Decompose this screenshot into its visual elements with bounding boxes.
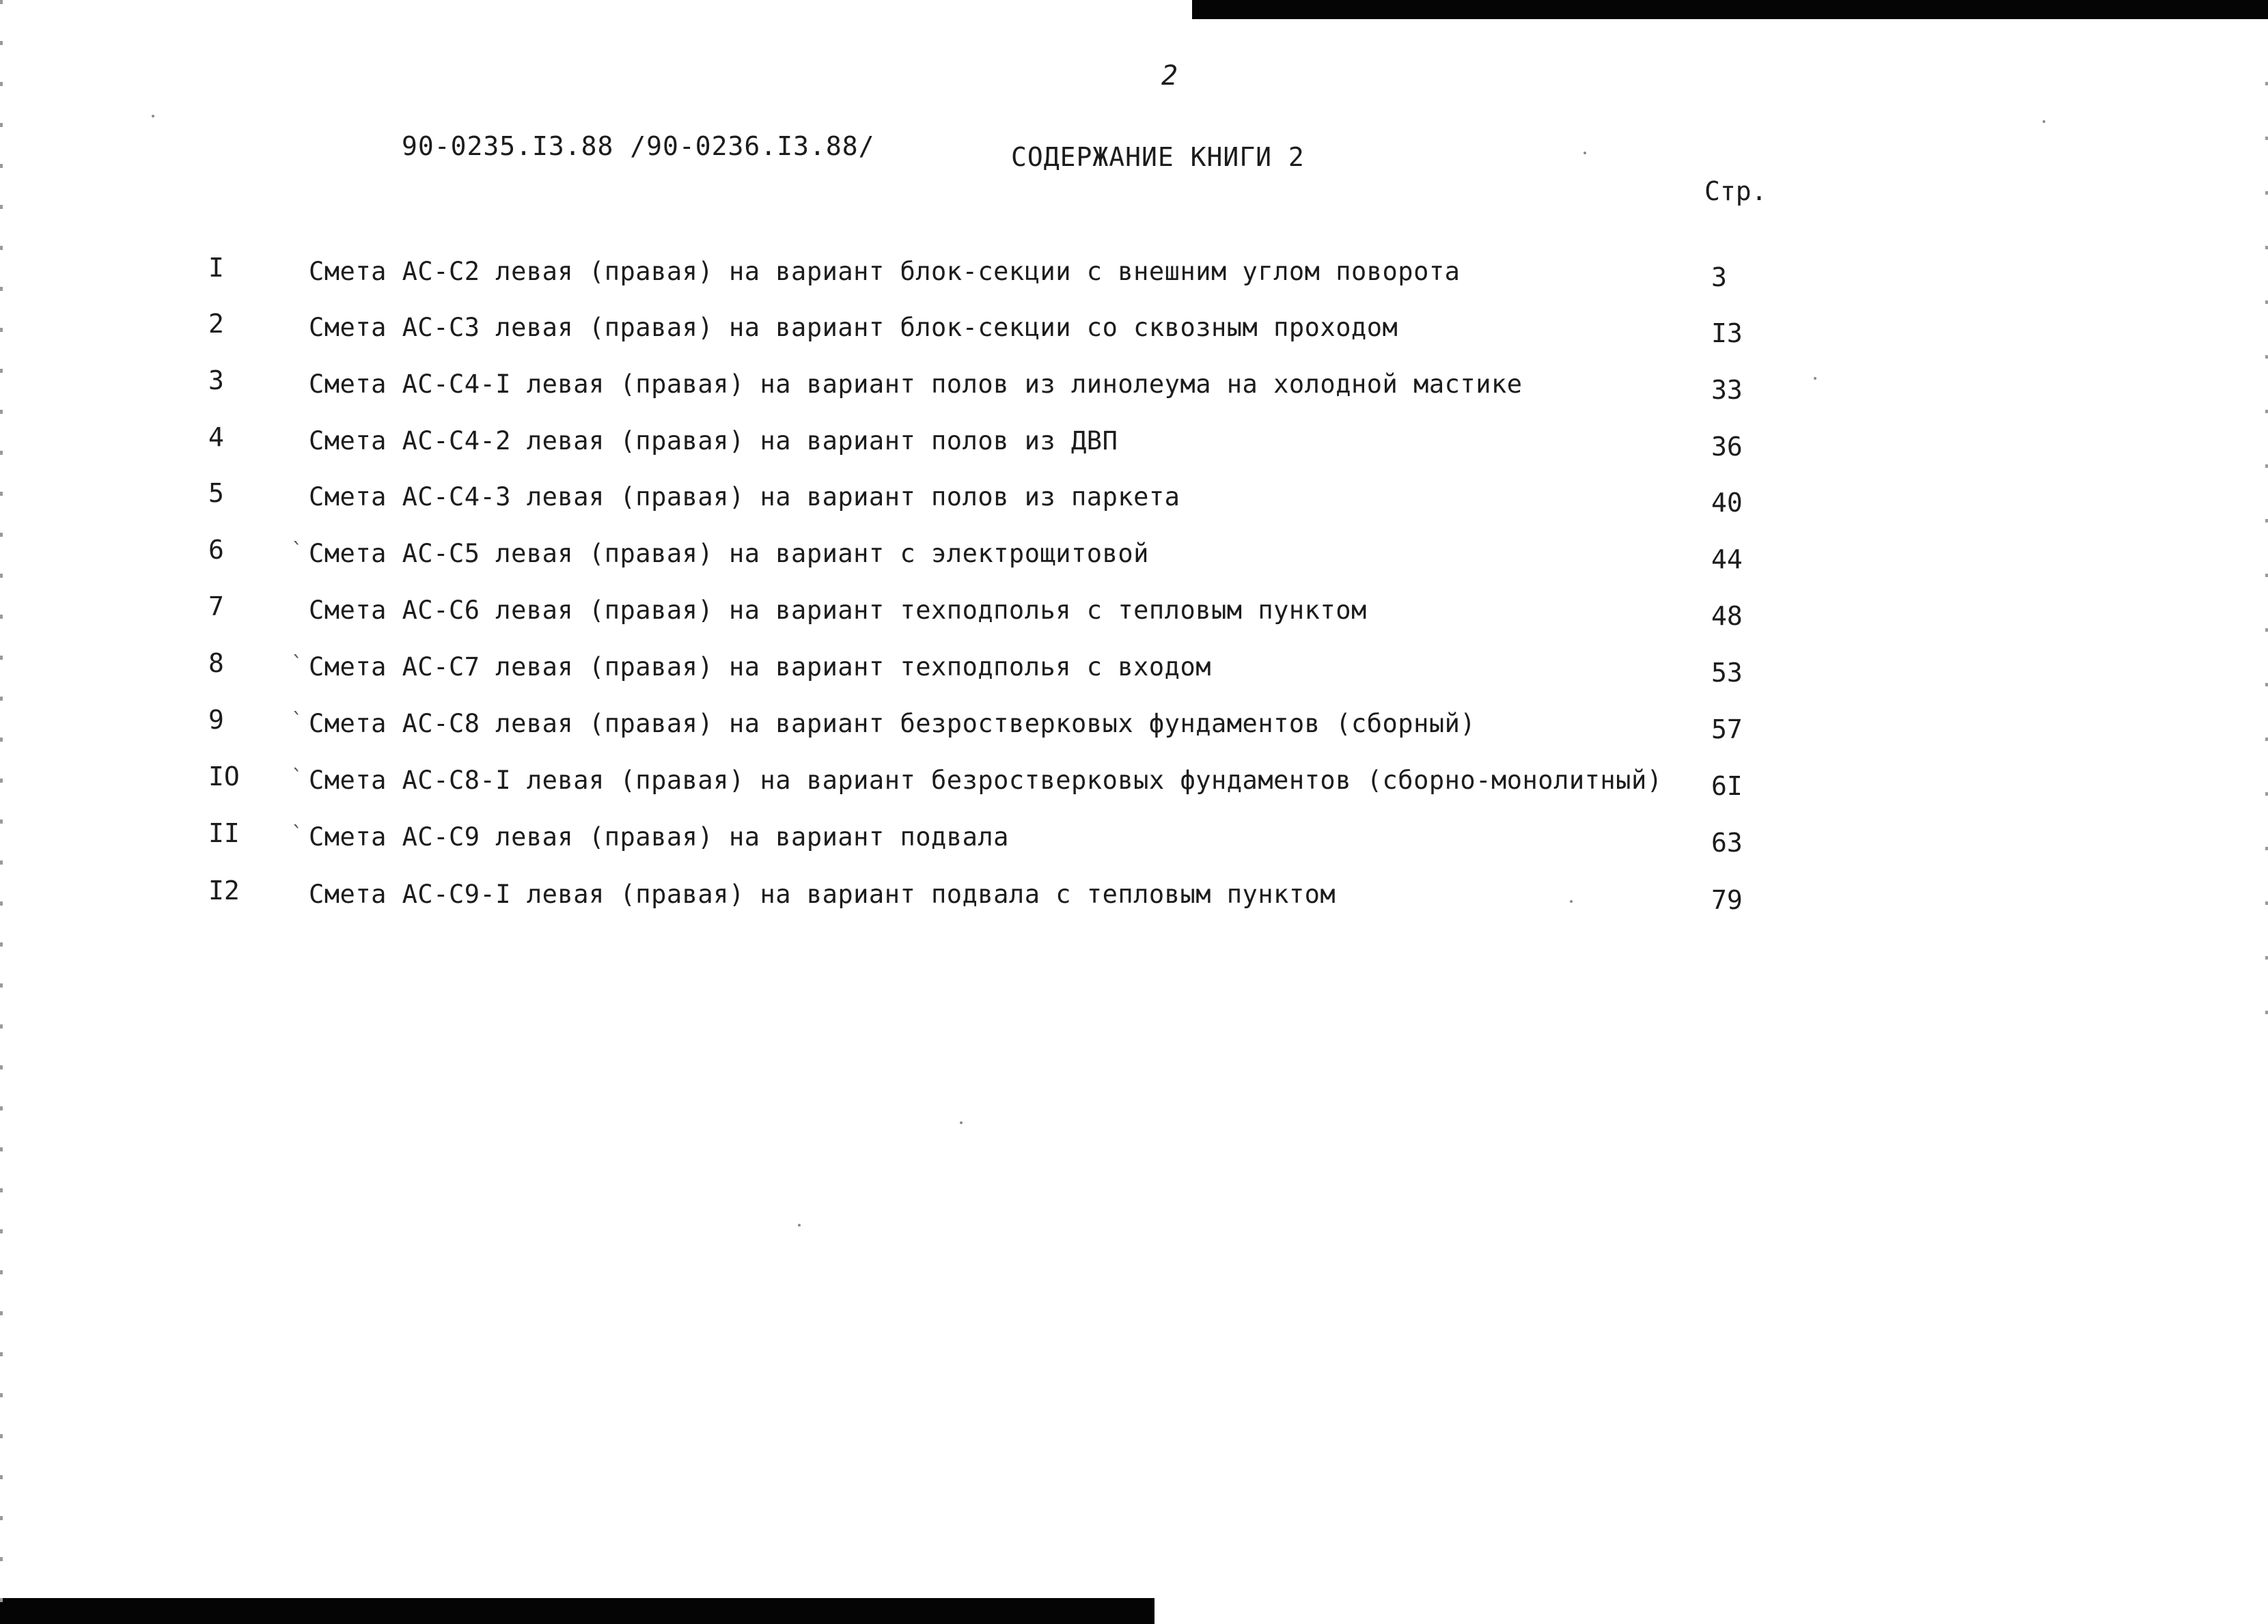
toc-row-number: I — [208, 253, 224, 283]
toc-row — [0, 876, 2268, 916]
scan-border-top — [1192, 0, 2268, 19]
toc-row-number: II — [208, 818, 240, 848]
toc-row — [0, 535, 2268, 576]
scan-dust — [798, 1224, 801, 1227]
scan-mark: ` — [291, 766, 304, 789]
toc-row-number: 5 — [208, 478, 224, 508]
toc-row — [0, 705, 2268, 746]
toc-row-page: 79 — [1711, 885, 1743, 915]
scan-mark: ` — [291, 822, 304, 846]
toc-row-page: I3 — [1711, 318, 1743, 348]
toc-row-page: 48 — [1711, 601, 1743, 631]
toc-row-title: Смета АС-С8 левая (правая) на вариант безростверковых фундаментов (сборный) — [309, 709, 1476, 738]
toc-row-title: Смета АС-С7 левая (правая) на вариант техподполья с входом — [309, 652, 1212, 682]
scan-border-bottom — [0, 1598, 1154, 1624]
toc-row-number: 9 — [208, 705, 224, 735]
toc-row-number: 7 — [208, 591, 224, 621]
toc-row-number: 6 — [208, 535, 224, 565]
toc-row — [0, 253, 2268, 294]
toc-row-number: IO — [208, 761, 240, 792]
toc-row-page: 40 — [1711, 488, 1743, 518]
toc-row — [0, 591, 2268, 632]
document-title: СОДЕРЖАНИЕ КНИГИ 2 — [1011, 142, 1305, 172]
toc-row-number: 3 — [208, 365, 224, 395]
toc-row-page: 36 — [1711, 432, 1743, 462]
toc-row-page: 63 — [1711, 828, 1743, 858]
toc-row-number: 2 — [208, 309, 224, 339]
toc-row-title: Смета АС-С4-I левая (правая) на вариант полов из линолеума на холодной мастике — [309, 369, 1523, 399]
toc-row-number: 4 — [208, 422, 224, 452]
scan-mark: ` — [291, 539, 304, 563]
scan-dust — [960, 1121, 963, 1124]
toc-row-page: 57 — [1711, 714, 1743, 744]
document-code: 90-0235.I3.88 /90-0236.I3.88/ — [402, 131, 875, 161]
toc-row — [0, 309, 2268, 350]
toc-row — [0, 648, 2268, 689]
toc-row-title: Смета АС-С4-2 левая (правая) на вариант полов из ДВП — [309, 426, 1118, 456]
toc-row — [0, 365, 2268, 406]
scan-dust — [2043, 120, 2045, 123]
toc-row — [0, 818, 2268, 859]
toc-row-title: Смета АС-С9-I левая (правая) на вариант подвала с тепловым пунктом — [309, 880, 1336, 909]
toc-row-page: 53 — [1711, 658, 1743, 688]
toc-row — [0, 478, 2268, 519]
scan-edge-left — [0, 0, 3, 1624]
page-column-header: Стр. — [1704, 176, 1767, 206]
toc-row-number: 8 — [208, 648, 224, 678]
toc-row-title: Смета АС-С5 левая (правая) на вариант с электрощитовой — [309, 539, 1149, 568]
toc-row-page: 6I — [1711, 771, 1743, 801]
toc-row-title: Смета АС-С8-I левая (правая) на вариант безростверковых фундаментов (сборно-монолитный) — [309, 766, 1663, 795]
toc-row-title: Смета АС-С9 левая (правая) на вариант подвала — [309, 822, 1009, 852]
scan-dust — [1584, 152, 1586, 154]
toc-row — [0, 422, 2268, 463]
toc-row-page: 44 — [1711, 544, 1743, 574]
toc-row-title: Смета АС-С4-3 левая (правая) на вариант полов из паркета — [309, 482, 1180, 512]
toc-row-page: 33 — [1711, 375, 1743, 405]
scan-mark: ` — [291, 709, 304, 733]
scan-dust — [152, 115, 154, 117]
toc-row-page: 3 — [1711, 262, 1727, 292]
page-number: 2 — [1161, 60, 1178, 92]
toc-row-title: Смета АС-С2 левая (правая) на вариант блок-секции с внешним углом поворота — [309, 257, 1461, 286]
toc-row-number: I2 — [208, 876, 240, 906]
toc-row-title: Смета АС-С6 левая (правая) на вариант техподполья с тепловым пунктом — [309, 596, 1367, 625]
scan-mark: ` — [291, 652, 304, 676]
toc-row — [0, 761, 2268, 802]
toc-row-title: Смета АС-С3 левая (правая) на вариант блок-секции со сквозным проходом — [309, 313, 1398, 342]
